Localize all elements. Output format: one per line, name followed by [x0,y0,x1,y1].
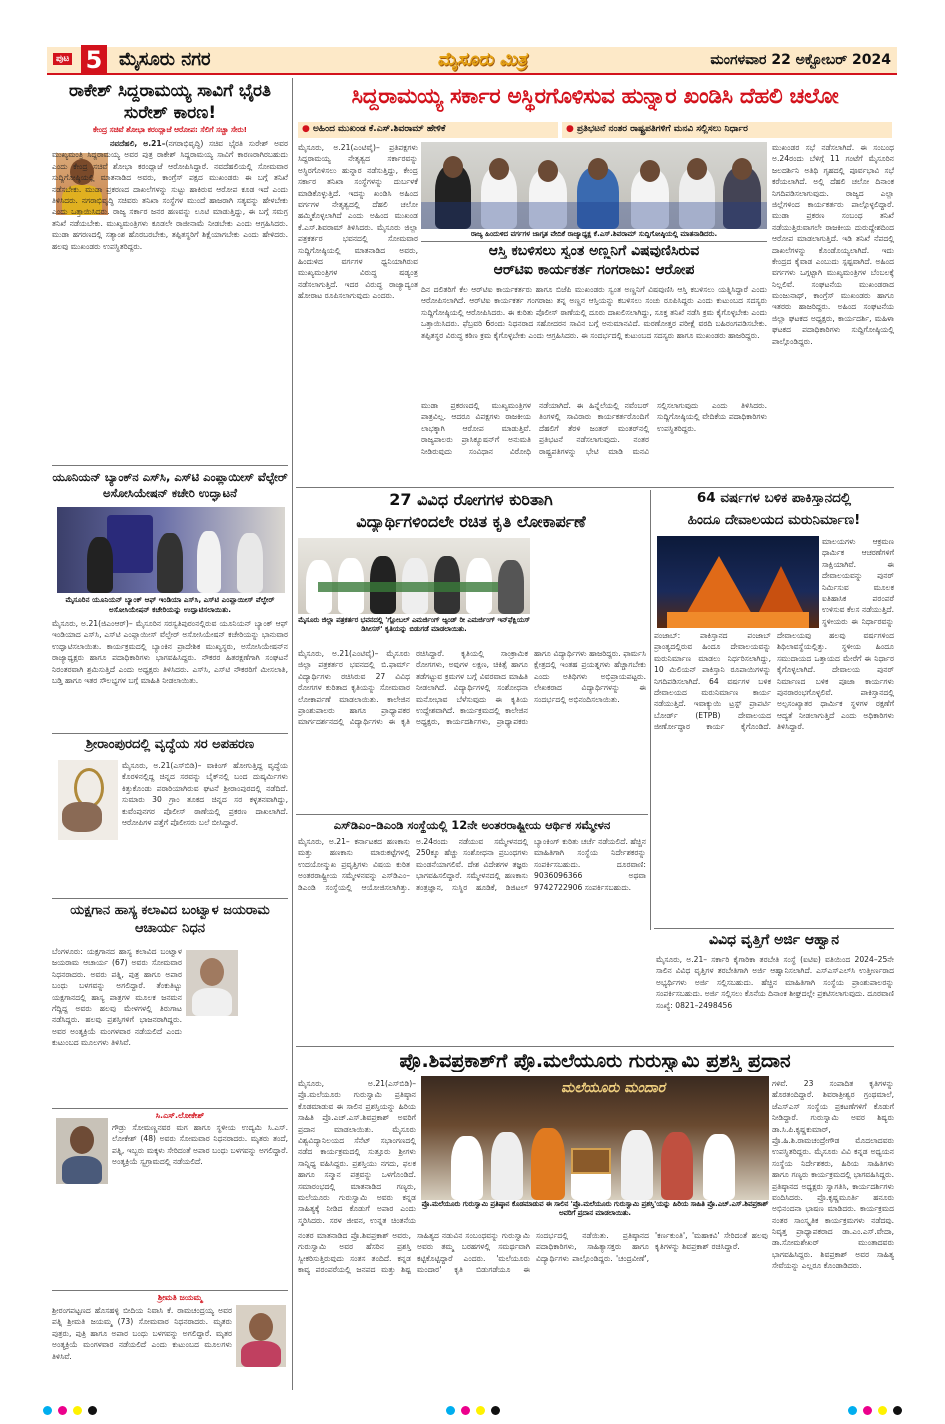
temple-headline-1: 64 ವರ್ಷಗಳ ಬಳಿಕ ಪಾಕಿಸ್ತಾನದಲ್ಲಿ [696,490,852,506]
jayamma-photo [236,1305,286,1367]
registration-marks [40,1400,905,1414]
award-body-right: ಗಳಿವೆ. 23 ಸಂಪಾದಿತ ಕೃತಿಗಳನ್ನು ಹೊರತಂದಿದ್ದಾರೆ. ಶಿವರಾತ್ರೀಶ್ವರ ಗ್ರಂಥಮಾಲೆ, ಜೆಎಸ್‌ಎಸ್ ಸಂಸ್ಥೆಯ ಪ್ರಕಟಣೆಗಳಿಗೆ ಕೊಡುಗೆ ನೀಡಿದ್ದಾರೆ. ಗುರುಸ್ವಾಮಿ ಅವರ ಶಿಷ್ಯರು ಡಾ.ಸಿ.ಪಿ.ಕೃಷ್ಣಕುಮಾರ್, ಪ್ರೊ.ಹಿ.ಶಿ.ರಾಮಚಂದ್ರೇಗೌಡ ಮೊದಲಾದವರು ಉಪಸ್ಥಿತರಿದ್ದರು. ಮೈಸೂರು ವಿವಿ ಕನ್ನಡ ಅಧ್ಯಯನ ಸಂಸ್ಥೆಯ ನಿರ್ದೇಶಕರು, ಹಿರಿಯ ಸಾಹಿತಿಗಳು ಹಾಗೂ ಗಣ್ಯರು ಕಾರ್ಯಕ್ರಮದಲ್ಲಿ ಭಾಗವಹಿಸಿದ್ದರು. ಪ್ರತಿಷ್ಠಾನದ ಅಧ್ಯಕ್ಷರು ಸ್ವಾಗತಿಸಿ, ಕಾರ್ಯದರ್ಶಿಗಳು ವಂದಿಸಿದರು. ಪ್ರೊ.ಕೃಷ್ಣಮೂರ್ತಿ ಹನೂರು ಅಭಿನಂದನಾ ಭಾಷಣ ಮಾಡಿದರು. ಕಾರ್ಯಕ್ರಮದ ನಂತರ ಸಾಂಸ್ಕೃತಿಕ ಕಾರ್ಯಕ್ರಮಗಳು ನಡೆದವು. ನಿವೃತ್ತ ಪ್ರಾಧ್ಯಾಪಕರಾದ ಡಾ.ಎಂ.ಎಸ್.ವೇದಾ, ಡಾ.ಸೋಮಶೇಖರ್ ಮುಂತಾದವರು ಭಾಗವಹಿಸಿದ್ದರು. ಶಿವಪ್ರಕಾಶ್ ಅವರ ಸಾಹಿತ್ಯ ಸೇವೆಯನ್ನು ಎಲ್ಲರೂ ಕೊಂಡಾಡಿದರು. [772,1079,894,1271]
rakesh-body [52,138,288,458]
obit1-headline: ಯಕ್ಷಗಾನ ಹಾಸ್ಯ ಕಲಾವಿದ ಬಂಟ್ವಾಳ ಜಯರಾಮ ಆಚಾರ್ಯ ನಿಧನ [70,903,270,936]
page-header [47,47,897,75]
rakesh-headline: ರಾಕೇಶ್ ಸಿದ್ದರಾಮಯ್ಯ ಸಾವಿಗೆ ಭೈರತಿ ಸುರೇಶ್ ಕಾರಣ! [68,81,271,124]
rti-headline-2: ಆರ್‌ಟಿಐ ಕಾರ್ಯಕರ್ತ ಗಂಗರಾಜು: ಆರೋಪ [493,262,695,278]
award-photo [421,1076,769,1200]
lead-kicker-2-text: ಪ್ರತಿಭಟನೆ ನಂತರ ರಾಷ್ಟ್ರಪತಿಗಳಿಗೆ ಮನವಿ ಸಲ್ಲಿಸಲು ನಿರ್ಧಾರ [577,124,748,134]
obit2-body: ಗೌಡ್ರು ಸೋಮಣ್ಣನವರ ಮಗ ಹಾಗೂ ಸ್ಥಳೀಯ ಉದ್ಯಮಿ ಸಿ.ಎಸ್. ಲೋಕೇಶ್ (48) ಅವರು ಸೋಮವಾರ ನಿಧನರಾದರು. ಮೃತರು ತಂದೆ, ಪತ್ನಿ, ಇಬ್ಬರು ಮಕ್ಕಳು ಸೇರಿದಂತೆ ಅಪಾರ ಬಂಧು ಬಳಗವನ್ನು ಅಗಲಿದ್ದಾರೆ. ಅಂತ್ಯಕ್ರಿಯೆ ಸ್ವಗ್ರಾಮದಲ್ಲಿ ನಡೆಯಲಿದೆ. [112,1123,288,1167]
union-photo [57,507,285,593]
rti-body: ದಿನ ದಲಿತರಿಗೆ ಕೆಲ ಆರ್‌ಟಿಐ ಕಾರ್ಯಕರ್ತರು ಹಾಗೂ ಬಿಜೆಪಿ ಮುಖಂಡರು ಸ್ವಂತ ಅಣ್ಣನಿಗೆ ವಿಷವುಣಿಸಿ ಆಸ್ತಿ ಕಬಳಿಸಲು ಯತ್ನಿಸಿದ್ದಾರೆ ಎಂದು ಆರೋಪಿಸಲಾಗಿದೆ. ಆರ್‌ಟಿಐ ಕಾರ್ಯಕರ್ತ ಗಂಗರಾಜು ತನ್ನ ಅಣ್ಣನ ಆಸ್ತಿಯನ್ನು ಕಬಳಿಸಲು ಸಂಚು ರೂಪಿಸಿದ್ದರು ಎಂದು ಕುಟುಂಬದ ಸದಸ್ಯರು ಸುದ್ದಿಗೋಷ್ಠಿಯಲ್ಲಿ ಆರೋಪಿಸಿದರು. ಈ ಕುರಿತು ಪೊಲೀಸ್ ಠಾಣೆಯಲ್ಲಿ ದೂರು ದಾಖಲಿಸಲಾಗಿದ್ದು, ಸೂಕ್ತ ತನಿಖೆ ನಡೆಸಿ ಕ್ರಮ ಕೈಗೊಳ್ಳಬೇಕು ಎಂದು ಒತ್ತಾಯಿಸಿದರು. ಫೆಬ್ರವರಿ 6ರಂದು ನಿಧನರಾದ ಸಹೋದರನ ಸಾವಿನ ಬಗ್ಗೆ ಅನುಮಾನವಿದೆ. ಮರಣೋತ್ತರ ಪರೀಕ್ಷೆ ವರದಿ ಬಹಿರಂಗಪಡಿಸಬೇಕು. ತಪ್ಪಿತಸ್ಥರ ವಿರುದ್ಧ ಕಠಿಣ ಕ್ರಮ ಕೈಗೊಳ್ಳಬೇಕು ಎಂದು ಆಗ್ರಹಿಸಿದರು. ಈ ಸಂದರ್ಭದಲ್ಲಿ ಕುಟುಂಬದ ಸದಸ್ಯರು ಹಾಗೂ ಮುಖಂಡರು ಹಾಜರಿದ್ದರು. [421,285,767,340]
book-caption: ಮೈಸೂರು ಜಿಲ್ಲಾ ಪತ್ರಕರ್ತರ ಭವನದಲ್ಲಿ 'ಗ್ಲೋಬಲ್ ಎಮರ್ಜಿಂಗ್ ಆ್ಯಂಡ್ ರೀ ಎಮರ್ಜಿಂಗ್ ಇನ್‌ಫೆಕ್ಷಿಯಸ್ ಡಿಸೀಸಸ್' ಕೃತಿಯನ್ನು ಬಿಡುಗಡೆ ಮಾಡಲಾಯಿತು. [298,616,530,634]
lead-kicker-1-text: ಅಹಿಂದ ಮುಖಂಡ ಕೆ.ಎಸ್.ಶಿವರಾಮ್ ಹೇಳಿಕೆ [313,124,446,134]
press-meet-photo [421,142,767,229]
conference-body: ಮೈಸೂರು, ಅ.21– ಕರ್ನಾಟಕದ ಹಣಕಾಸು ಮತ್ತು ಹಣಕಾಸು ಮಾರುಕಟ್ಟೆಗಳಲ್ಲಿ ಉದಯೋನ್ಮುಖ ಪ್ರವೃತ್ತಿಗಳು ವಿಷಯ ಕುರಿತ ಅಂತರರಾಷ್ಟ್ರೀಯ ಸಮ್ಮೇಳನವನ್ನು ಎಸ್‌ಡಿಎಂ–ಡಿಎಂಡಿ ಸಂಸ್ಥೆಯಲ್ಲಿ ಆಯೋಜಿಸಲಾಗಿತ್ತು. ಅ.24ರಂದು ನಡೆಯುವ ಸಮ್ಮೇಳನದಲ್ಲಿ 250ಕ್ಕೂ ಹೆಚ್ಚು ಸಂಶೋಧನಾ ಪ್ರಬಂಧಗಳು ಮಂಡನೆಯಾಗಲಿವೆ. ದೇಶ ವಿದೇಶಗಳ ತಜ್ಞರು ಭಾಗವಹಿಸಲಿದ್ದಾರೆ. ಸಮ್ಮೇಳನದಲ್ಲಿ ಹಣಕಾಸು ತಂತ್ರಜ್ಞಾನ, ಸುಸ್ಥಿರ ಹೂಡಿಕೆ, ಡಿಜಿಟಲ್ ಬ್ಯಾಂಕಿಂಗ್ ಕುರಿತು ಚರ್ಚೆ ನಡೆಯಲಿದೆ. ಹೆಚ್ಚಿನ ಮಾಹಿತಿಗಾಗಿ ಸಂಸ್ಥೆಯ ನಿರ್ದೇಶಕರನ್ನು ಸಂಪರ್ಕಿಸಬಹುದು. ದೂರವಾಣಿ: 9036096366 ಅಥವಾ 9742722906 ಸಂಪರ್ಕಿಸಬಹುದು. [298,837,646,892]
obit3-body: ಶ್ರೀರಂಗಪಟ್ಟಣದ ಹೊಸಹಳ್ಳಿ ಬೀದಿಯ ನಿವಾಸಿ ಕೆ. ರಾಮಚಂದ್ರಯ್ಯ ಅವರ ಪತ್ನಿ ಶ್ರೀಮತಿ ಜಯಮ್ಮ (73) ಸೋಮವಾರ ನಿಧನರಾದರು. ಮೃತರು ಪುತ್ರರು, ಪುತ್ರಿ ಹಾಗೂ ಅಪಾರ ಬಂಧು ಬಳಗವನ್ನು ಅಗಲಿದ್ದಾರೆ. ಮೃತರ ಅಂತ್ಯಕ್ರಿಯೆ ಮಂಗಳವಾರ ನಡೆಯಲಿದೆ ಎಂದು ಕುಟುಂಬದ ಮೂಲಗಳು ತಿಳಿಸಿವೆ. [52,1306,232,1361]
jobs-body: ಮೈಸೂರು, ಅ.21– ಸರ್ಕಾರಿ ಕೈಗಾರಿಕಾ ತರಬೇತಿ ಸಂಸ್ಥೆ (ಐಟಿಐ) ವತಿಯಿಂದ 2024–25ನೇ ಸಾಲಿನ ವಿವಿಧ ವೃತ್ತಿಗಳ ತರಬೇತಿಗಾಗಿ ಅರ್ಜಿ ಆಹ್ವಾನಿಸಲಾಗಿದೆ. ಎಸ್‌ಎಸ್‌ಎಲ್‌ಸಿ ಉತ್ತೀರ್ಣರಾದ ಅಭ್ಯರ್ಥಿಗಳು ಅರ್ಜಿ ಸಲ್ಲಿಸಬಹುದು. ಹೆಚ್ಚಿನ ಮಾಹಿತಿಗಾಗಿ ಸಂಸ್ಥೆಯ ಪ್ರಾಂಶುಪಾಲರನ್ನು ಸಂಪರ್ಕಿಸಬಹುದು. ಅರ್ಜಿ ಸಲ್ಲಿಸಲು ಕೊನೆಯ ದಿನಾಂಕ ಶೀಘ್ರದಲ್ಲೇ ಪ್ರಕಟಿಸಲಾಗುವುದು. ದೂರವಾಣಿ ಸಂಖ್ಯೆ: 0821–2498456 [656,955,894,1010]
masthead: ಮೈಸೂರು ಮಿತ್ರ [437,49,527,70]
union-headline: ಯೂನಿಯನ್ ಬ್ಯಾಂಕ್‌ನ ಎಸ್‌ಸಿ, ಎಸ್‌ಟಿ ಎಂಪ್ಲಾಯೀಸ್ ವೆಲ್ಫೇರ್ ಅಸೋಸಿಯೇಷನ್ ಕಚೇರಿ ಉದ್ಘಾಟನೆ [52,470,288,500]
rti-headline-1: ಆಸ್ತಿ ಕಬಳಿಸಲು ಸ್ವಂತ ಅಣ್ಣನಿಗೆ ವಿಷವುಣಿಸಿರುವ [488,243,700,259]
obit1-body: ಬೆಂಗಳೂರು: ಯಕ್ಷಗಾನದ ಹಾಸ್ಯ ಕಲಾವಿದ ಬಂಟ್ವಾಳ ಜಯರಾಮ ಆಚಾರ್ಯ (67) ಅವರು ಸೋಮವಾರ ನಿಧನರಾದರು. ಅವರು ಪತ್ನಿ, ಪುತ್ರ ಹಾಗೂ ಅಪಾರ ಬಂಧು ಬಳಗವನ್ನು ಅಗಲಿದ್ದಾರೆ. ತೆಂಕುತಿಟ್ಟು ಯಕ್ಷಗಾನದಲ್ಲಿ ಹಾಸ್ಯ ಪಾತ್ರಗಳ ಮೂಲಕ ಜನಮನ ಗೆದ್ದಿದ್ದ ಅವರು ಹಲವು ಮೇಳಗಳಲ್ಲಿ ತಿರುಗಾಟ ನಡೆಸಿದ್ದರು. ಹಲವು ಪ್ರಶಸ್ತಿಗಳಿಗೆ ಭಾಜನರಾಗಿದ್ದರು. ಅವರ ಅಂತ್ಯಕ್ರಿಯೆ ಮಂಗಳವಾರ ನಡೆಯಲಿದೆ ಎಂದು ಕುಟುಂಬದ ಮೂಲಗಳು ತಿಳಿಸಿವೆ. [52,947,182,1048]
book-headline-2: ವಿದ್ಯಾರ್ಥಿಗಳಿಂದಲೇ ರಚಿತ ಕೃತಿ ಲೋಕಾರ್ಪಣೆ [356,512,586,531]
temple-headline-2: ಹಿಂದೂ ದೇವಾಲಯದ ಮರುನಿರ್ಮಾಣ! [687,512,861,528]
award-headline: ಪ್ರೊ.ಶಿವಪ್ರಕಾಶ್‌ಗೆ ಪ್ರೊ.ಮಲೆಯೂರು ಗುರುಸ್ವಾಮಿ ಪ್ರಶಸ್ತಿ ಪ್ರದಾನ [399,1050,791,1072]
book-release-photo [298,538,530,614]
rakesh-text: (ನಗರಾಭಿವೃದ್ಧಿ) ಸಚಿವ ಭೈರತಿ ಸುರೇಶ್ ಅವರ ಮುಖ್ಯಮಂತ್ರಿ ಸಿದ್ದರಾಮಯ್ಯ ಅವರ ಪುತ್ರ ರಾಕೇಶ್ ಸಿದ್ದರಾಮಯ್ಯ ಸಾವಿಗೆ ಕಾರಣರಾಗಿರಬಹುದು ಎಂದು ಕೇಂದ್ರ ಸಚಿವೆ ಶೋಭಾ ಕರಂದ್ಲಾಜೆ ಆರೋಪಿಸಿದ್ದಾರೆ. ನವದೆಹಲಿಯಲ್ಲಿ ಸೋಮವಾರ ಸುದ್ದಿಗೋಷ್ಠಿಯಲ್ಲಿ ಮಾತನಾಡಿದ ಅವರು, ಕಾಂಗ್ರೆಸ್ ಪಕ್ಷದ ಮುಖಂಡರು ಈ ಬಗ್ಗೆ ತನಿಖೆ ನಡೆಸಬೇಕು. ಮುಡಾ ಪ್ರಕರಣದ ದಾಖಲೆಗಳನ್ನು ಸುಟ್ಟು ಹಾಕಿರುವ ಆರೋಪ ಕೂಡ ಇದೆ ಎಂದು ತಿಳಿಸಿದರು. ನಗರಾಭಿವೃದ್ಧಿ ಸಚಿವರು ತನಿಖಾ ಸಂಸ್ಥೆಗಳ ಮುಂದೆ ಹಾಜರಾಗಿ ಸತ್ಯವನ್ನು ಹೇಳಬೇಕು ಎಂದು ಒತ್ತಾಯಿಸಿದರು. ರಾಜ್ಯ ಸರ್ಕಾರ ಜನರ ಹಣವನ್ನು ಲೂಟಿ ಮಾಡುತ್ತಿದ್ದು, ಈ ಬಗ್ಗೆ ಸಮಗ್ರ ತನಿಖೆ ನಡೆಯಬೇಕು. ಮುಖ್ಯಮಂತ್ರಿಗಳು ಕೂಡಲೇ ರಾಜೀನಾಮೆ ನೀಡಬೇಕು ಎಂದು ಆಗ್ರಹಿಸಿದರು. ಮುಡಾ ಹಗರಣದಲ್ಲಿ ಸತ್ಯಾಂಶ ಹೊರಬರಬೇಕು, ತಪ್ಪಿತಸ್ಥರಿಗೆ ಶಿಕ್ಷೆಯಾಗಬೇಕು ಎಂದು ಹೇಳಿದರು. ಹಲವು ಮುಖಂಡರು ಉಪಸ್ಥಿತರಿದ್ದರು. [52,139,288,251]
book-headline-1: 27 ವಿವಿಧ ರೋಗಗಳ ಕುರಿತಾಗಿ [389,490,553,509]
press-meet-caption: ರಾಜ್ಯ ಹಿಂದುಳಿದ ವರ್ಗಗಳ ಜಾಗೃತ ವೇದಿಕೆ ರಾಜ್ಯಾಧ್ಯಕ್ಷ ಕೆ.ಎಸ್.ಶಿವರಾಮ್ ಸುದ್ದಿಗೋಷ್ಠಿಯಲ್ಲಿ ಮಾತನಾಡಿದರು. [470,230,718,238]
issue-date: ಮಂಗಳವಾರ 22 ಅಕ್ಟೋಬರ್ 2024 [710,52,891,68]
temple-body: ಪಂಜಾಬ್: ಪಾಕಿಸ್ತಾನದ ಪಂಜಾಬ್ ಪ್ರಾಂತ್ಯದಲ್ಲಿರುವ ಹಿಂದೂ ದೇವಾಲಯವನ್ನು ಮರುನಿರ್ಮಾಣ ಮಾಡಲು ನಿರ್ಧರಿಸಲಾಗಿದ್ದು, 10 ಮಿಲಿಯನ್ ಪಾಕಿಸ್ತಾನಿ ರೂಪಾಯಿಗಳನ್ನು ನಿಗದಿಪಡಿಸಲಾಗಿದೆ. 64 ವರ್ಷಗಳ ಬಳಿಕ ದೇವಾಲಯದ ಮರುನಿರ್ಮಾಣ ಕಾರ್ಯ ನಡೆಯುತ್ತಿದೆ. ಇವಾಕ್ಯುಯಿ ಟ್ರಸ್ಟ್ ಪ್ರಾಪರ್ಟಿ ಬೋರ್ಡ್ (ETPB) ದೇವಾಲಯದ ಜೀರ್ಣೋದ್ಧಾರ ಕಾರ್ಯ ಕೈಗೊಂಡಿದೆ. ದೇವಾಲಯವು ಹಲವು ವರ್ಷಗಳಿಂದ ಶಿಥಿಲಾವಸ್ಥೆಯಲ್ಲಿತ್ತು. ಸ್ಥಳೀಯ ಹಿಂದೂ ಸಮುದಾಯದ ಒತ್ತಾಯದ ಮೇರೆಗೆ ಈ ನಿರ್ಧಾರ ಕೈಗೊಳ್ಳಲಾಗಿದೆ. ದೇವಾಲಯ ಪುನರ್ ನಿರ್ಮಾಣದ ಬಳಿಕ ಪೂಜಾ ಕಾರ್ಯಗಳು ಪುನರಾರಂಭಗೊಳ್ಳಲಿವೆ. ಪಾಕಿಸ್ತಾನದಲ್ಲಿ ಅಲ್ಪಸಂಖ್ಯಾತರ ಧಾರ್ಮಿಕ ಸ್ಥಳಗಳ ರಕ್ಷಣೆಗೆ ಆದ್ಯತೆ ನೀಡಲಾಗುತ್ತಿದೆ ಎಂದು ಅಧಿಕಾರಿಗಳು ತಿಳಿಸಿದ್ದಾರೆ. [654,631,894,732]
page-label: ಪುಟ [53,53,72,65]
section-name: ಮೈಸೂರು ನಗರ [119,49,211,70]
award-body-left: ಮೈಸೂರು, ಅ.21(ಎಸ್‌ಬಿಡಿ)– ಪ್ರೊ.ಮಲೆಯೂರು ಗುರುಸ್ವಾಮಿ ಪ್ರತಿಷ್ಠಾನ ಕೊಡಮಾಡುವ ಈ ಸಾಲಿನ ಪ್ರಶಸ್ತಿಯನ್ನು ಹಿರಿಯ ಸಾಹಿತಿ ಪ್ರೊ.ಎಚ್.ಎಸ್.ಶಿವಪ್ರಕಾಶ್ ಅವರಿಗೆ ಪ್ರದಾನ ಮಾಡಲಾಯಿತು. ಮೈಸೂರು ವಿಶ್ವವಿದ್ಯಾನಿಲಯದ ಸೆನೆಟ್ ಸಭಾಂಗಣದಲ್ಲಿ ನಡೆದ ಕಾರ್ಯಕ್ರಮದಲ್ಲಿ ಸುತ್ತೂರು ಶ್ರೀಗಳು ಸಾನ್ನಿಧ್ಯ ವಹಿಸಿದ್ದರು. ಪ್ರಶಸ್ತಿಯು ನಗದು, ಫಲಕ ಹಾಗೂ ಸನ್ಮಾನ ಪತ್ರವನ್ನು ಒಳಗೊಂಡಿದೆ. ಸಮಾರಂಭದಲ್ಲಿ ಮಾತನಾಡಿದ ಗಣ್ಯರು, ಮಲೆಯೂರು ಗುರುಸ್ವಾಮಿ ಅವರು ಕನ್ನಡ ಸಾಹಿತ್ಯಕ್ಕೆ ನೀಡಿದ ಕೊಡುಗೆ ಅಪಾರ ಎಂದು ಸ್ಮರಿಸಿದರು. ಸರಳ ಜೀವನ, ಉನ್ನತ ಚಿಂತನೆಯ [298,1079,416,1225]
union-body: ಮೈಸೂರು, ಅ.21(ಜಿಎಂಆರ್)– ಮೈಸೂರಿನ ಸರಸ್ವತಿಪುರಂನಲ್ಲಿರುವ ಯೂನಿಯನ್ ಬ್ಯಾಂಕ್ ಆಫ್ ಇಂಡಿಯಾದ ಎಸ್‌ಸಿ, ಎಸ್‌ಟಿ ಎಂಪ್ಲಾಯೀಸ್ ವೆಲ್ಫೇರ್ ಅಸೋಸಿಯೇಷನ್ ಕಚೇರಿಯನ್ನು ಭಾನುವಾರ ಉದ್ಘಾಟಿಸಲಾಯಿತು. ಕಾರ್ಯಕ್ರಮದಲ್ಲಿ ಬ್ಯಾಂಕಿನ ಪ್ರಾದೇಶಿಕ ಮುಖ್ಯಸ್ಥರು, ಅಸೋಸಿಯೇಷನ್‌ನ ರಾಜ್ಯಾಧ್ಯಕ್ಷರು ಹಾಗೂ ಪದಾಧಿಕಾರಿಗಳು ಭಾಗವಹಿಸಿದ್ದರು. ನೌಕರರ ಹಿತರಕ್ಷಣೆಗಾಗಿ ಸಂಘಟನೆ ನಿರಂತರವಾಗಿ ಶ್ರಮಿಸುತ್ತಿದೆ ಎಂದು ಅಧ್ಯಕ್ಷರು ತಿಳಿಸಿದರು. ಎಸ್‌ಸಿ, ಎಸ್‌ಟಿ ನೌಕರರಿಗೆ ಮೀಸಲಾತಿ, ಬಡ್ತಿ ಹಾಗೂ ಇತರ ಸೌಲಭ್ಯಗಳ ಬಗ್ಗೆ ಮಾಹಿತಿ ನೀಡಲಾಯಿತು. [52,619,288,685]
jayarama-photo [186,950,238,1016]
book-body-right [534,538,646,646]
obit3-name: ಶ್ರೀಮತಿ ಜಯಮ್ಮ [157,1293,203,1302]
jobs-headline: ವಿವಿಧ ವೃತ್ತಿಗೆ ಅರ್ಜಿ ಆಹ್ವಾನ [708,932,840,948]
lead-kicker-1: ● ಅಹಿಂದ ಮುಖಂಡ ಕೆ.ಎಸ್.ಶಿವರಾಮ್ ಹೇಳಿಕೆ [298,122,558,138]
lead-body-col-2: ಮುಡಾ ಪ್ರಕರಣದಲ್ಲಿ ಮುಖ್ಯಮಂತ್ರಿಗಳ ಪಾತ್ರವಿಲ್ಲ. ಆದರೂ ವಿಪಕ್ಷಗಳು ರಾಜಕೀಯ ಲಾಭಕ್ಕಾಗಿ ಆರೋಪ ಮಾಡುತ್ತಿವೆ. ರಾಜ್ಯಪಾಲರು ಪ್ರಾಸಿಕ್ಯೂಷನ್‌ಗೆ ಅನುಮತಿ ನೀಡಿರುವುದು ಸಂವಿಧಾನ ವಿರೋಧಿ ನಡೆಯಾಗಿದೆ. ಈ ಹಿನ್ನೆಲೆಯಲ್ಲಿ ನವೆಂಬರ್ ತಿಂಗಳಲ್ಲಿ ಸಾವಿರಾರು ಕಾರ್ಯಕರ್ತರೊಂದಿಗೆ ದೆಹಲಿಗೆ ತೆರಳಿ ಜಂತರ್ ಮಂತರ್‌ನಲ್ಲಿ ಪ್ರತಿಭಟನೆ ನಡೆಸಲಾಗುವುದು. ನಂತರ ರಾಷ್ಟ್ರಪತಿಗಳನ್ನು ಭೇಟಿ ಮಾಡಿ ಮನವಿ ಸಲ್ಲಿಸಲಾಗುವುದು ಎಂದು ತಿಳಿಸಿದರು. ಸುದ್ದಿಗೋಷ್ಠಿಯಲ್ಲಿ ವೇದಿಕೆಯ ಪದಾಧಿಕಾರಿಗಳು ಉಪಸ್ಥಿತರಿದ್ದರು. [421,401,767,456]
obit2-name: ಸಿ.ಎಸ್.ಲೋಕೇಶ್ [155,1111,205,1120]
award-banner: ಮಲೆಯೂರು ಮಂದಾರ [561,1080,666,1096]
lead-body-col-right: ಮುಖಂಡರ ಸಭೆ ನಡೆಸಲಾಗಿದೆ. ಈ ಸಂಬಂಧ ಅ.24ರಂದು ಬೆಳಿಗ್ಗೆ 11 ಗಂಟೆಗೆ ಮೈಸೂರಿನ ಜಲದರ್ಶಿನಿ ಅತಿಥಿ ಗೃಹದಲ್ಲಿ ಪೂರ್ವಭಾವಿ ಸಭೆ ಕರೆಯಲಾಗಿದೆ. ಅಲ್ಲಿ ದೆಹಲಿ ಚಲೋ ದಿನಾಂಕ ನಿಗದಿಪಡಿಸಲಾಗುವುದು. ರಾಜ್ಯದ ಎಲ್ಲಾ ಜಿಲ್ಲೆಗಳಿಂದ ಕಾರ್ಯಕರ್ತರು ಪಾಲ್ಗೊಳ್ಳಲಿದ್ದಾರೆ. ಮುಡಾ ಪ್ರಕರಣ ಸಂಬಂಧ ತನಿಖೆ ನಡೆಯುತ್ತಿರುವಾಗಲೇ ರಾಜಕೀಯ ದುರುದ್ದೇಶದಿಂದ ಆರೋಪ ಮಾಡಲಾಗುತ್ತಿದೆ. ಇಡಿ ತನಿಖೆ ನೆಪದಲ್ಲಿ ದಾಖಲೆಗಳನ್ನು ಕೊಂಡೊಯ್ಯಲಾಗಿದೆ. ಇದು ಕೇಂದ್ರದ ಕೈವಾಡ ಎಂಬುದು ಸ್ಪಷ್ಟವಾಗಿದೆ. ಅಹಿಂದ ವರ್ಗಗಳು ಒಗ್ಗಟ್ಟಾಗಿ ಮುಖ್ಯಮಂತ್ರಿಗಳ ಬೆಂಬಲಕ್ಕೆ ನಿಲ್ಲಲಿವೆ. ಸಂಘಟನೆಯ ಮುಖಂಡರಾದ ಮಂಜುನಾಥ್, ಕಾಂಗ್ರೆಸ್ ಮುಖಂಡರು ಹಾಗೂ ಇತರರು ಹಾಜರಿದ್ದರು. ಅಹಿಂದ ಸಂಘಟನೆಯ ಜಿಲ್ಲಾ ಘಟಕದ ಅಧ್ಯಕ್ಷರು, ಕಾರ್ಯದರ್ಶಿ, ಮಹಿಳಾ ಘಟಕದ ಪದಾಧಿಕಾರಿಗಳು ಸುದ್ದಿಗೋಷ್ಠಿಯಲ್ಲಿ ಪಾಲ್ಗೊಂಡಿದ್ದರು. [772,143,894,346]
union-caption: ಮೈಸೂರಿನ ಯೂನಿಯನ್ ಬ್ಯಾಂಕ್ ಆಫ್ ಇಂಡಿಯಾ ಎಸ್‌ಸಿ, ಎಸ್‌ಟಿ ಎಂಪ್ಲಾಯೀಸ್ ವೆಲ್ಫೇರ್ ಅಸೋಸಿಯೇಷನ್ ಕಚೇರಿಯನ್ನು ಉದ್ಘಾಟಿಸಲಾಯಿತು. [65,595,275,614]
conference-headline: ಎಸ್‌ಡಿಎಂ–ಡಿಎಂಡಿ ಸಂಸ್ಥೆಯಲ್ಲಿ 12ನೇ ಅಂತರರಾಷ್ಟ್ರೀಯ ಆರ್ಥಿಕ ಸಮ್ಮೇಳನ [333,818,611,832]
temple-body-right: ಮಾಲಯಗಳು ಆಕ್ರಮಣ ಧಾರ್ಮಿಕ ಆಚರಣೆಗಳಿಗೆ ಸಾಕ್ಷಿಯಾಗಿವೆ. ಈ ದೇವಾಲಯವನ್ನು ಪುನರ್ ನಿರ್ಮಿಸುವ ಮೂಲಕ ಐತಿಹಾಸಿಕ ಪರಂಪರೆ ಉಳಿಸುವ ಕೆಲಸ ನಡೆಯುತ್ತಿದೆ. ಸ್ಥಳೀಯರು ಈ ನಿರ್ಧಾರವನ್ನು [822,537,894,626]
rakesh-subhead: ಕೇಂದ್ರ ಸಚಿವೆ ಶೋಭಾ ಕರಂದ್ಲಾಜೆ ಆರೋಪ: ಸೆಲಿಗೆ ಸಚ್ಚಾ ಸೇರು! [92,125,248,134]
lead-body-col-1: ಮೈಸೂರು, ಅ.21(ಎಂಟಿವೈ)– ಪ್ರತಿಪಕ್ಷಗಳು ಸಿದ್ದರಾಮಯ್ಯ ನೇತೃತ್ವದ ಸರ್ಕಾರವನ್ನು ಅಸ್ಥಿರಗೊಳಿಸಲು ಹುನ್ನಾರ ನಡೆಸುತ್ತಿದ್ದು, ಕೇಂದ್ರ ಸರ್ಕಾರ ತನಿಖಾ ಸಂಸ್ಥೆಗಳನ್ನು ದುರ್ಬಳಕೆ ಮಾಡಿಕೊಳ್ಳುತ್ತಿದೆ. ಇದನ್ನು ಖಂಡಿಸಿ ಅಹಿಂದ ವರ್ಗಗಳ ನೇತೃತ್ವದಲ್ಲಿ ದೆಹಲಿ ಚಲೋ ಹಮ್ಮಿಕೊಳ್ಳಲಾಗಿದೆ ಎಂದು ಅಹಿಂದ ಮುಖಂಡ ಕೆ.ಎಸ್.ಶಿವರಾಮ್ ತಿಳಿಸಿದರು. ಮೈಸೂರು ಜಿಲ್ಲಾ ಪತ್ರಕರ್ತರ ಭವನದಲ್ಲಿ ಸೋಮವಾರ ಸುದ್ದಿಗೋಷ್ಠಿಯಲ್ಲಿ ಮಾತನಾಡಿದ ಅವರು, ಹಿಂದುಳಿದ ವರ್ಗಗಳ ಧ್ವನಿಯಾಗಿರುವ ಮುಖ್ಯಮಂತ್ರಿಗಳ ವಿರುದ್ಧ ಷಡ್ಯಂತ್ರ ನಡೆಸಲಾಗುತ್ತಿದೆ. ಇದರ ವಿರುದ್ಧ ರಾಜ್ಯಾದ್ಯಂತ ಹೋರಾಟ ರೂಪಿಸಲಾಗುವುದು ಎಂದರು. [298,143,418,301]
chain-body: ಮೈಸೂರು, ಅ.21(ಎಸ್‌ಬಿಡಿ)– ವಾಕಿಂಗ್ ಹೋಗುತ್ತಿದ್ದ ವೃದ್ಧೆಯ ಕೊರಳಿನಲ್ಲಿದ್ದ ಚಿನ್ನದ ಸರವನ್ನು ಬೈಕ್‌ನಲ್ಲಿ ಬಂದ ದುಷ್ಕರ್ಮಿಗಳು ಕಿತ್ತುಕೊಂಡು ಪರಾರಿಯಾಗಿರುವ ಘಟನೆ ಶ್ರೀರಾಂಪುರದಲ್ಲಿ ನಡೆದಿದೆ. ಸುಮಾರು 30 ಗ್ರಾಂ ತೂಕದ ಚಿನ್ನದ ಸರ ಕಳ್ಳತನವಾಗಿದ್ದು, ಕುವೆಂಪುನಗರ ಪೊಲೀಸ್ ಠಾಣೆಯಲ್ಲಿ ಪ್ರಕರಣ ದಾಖಲಾಗಿದೆ. ಆರೋಪಿಗಳ ಪತ್ತೆಗೆ ಪೊಲೀಸರು ಬಲೆ ಬೀಸಿದ್ದಾರೆ. [122,761,288,827]
temple-photo [657,536,819,628]
rakesh-dateline: ನವದೆಹಲಿ, ಅ.21– [110,139,166,148]
page-number: 5 [81,45,107,75]
lokesh-photo [56,1118,108,1184]
award-body-mid: ನಂತರ ಮಾತನಾಡಿದ ಪ್ರೊ.ಶಿವಪ್ರಕಾಶ್ ಅವರು, ಗುರುಸ್ವಾಮಿ ಅವರ ಹೆಸರಿನ ಪ್ರಶಸ್ತಿ ಸ್ವೀಕರಿಸುತ್ತಿರುವುದು ಸಂತಸ ತಂದಿದೆ. ಕನ್ನಡ ಕಾವ್ಯ ಪರಂಪರೆಯಲ್ಲಿ ಜನಪದ ಮತ್ತು ಶಿಷ್ಟ ಸಾಹಿತ್ಯದ ನಡುವಿನ ಸಂಬಂಧವನ್ನು ಗುರುಸ್ವಾಮಿ ಅವರು ತಮ್ಮ ಬರಹಗಳಲ್ಲಿ ಸಮರ್ಥವಾಗಿ ಕಟ್ಟಿಕೊಟ್ಟಿದ್ದಾರೆ ಎಂದರು. 'ಮಲೆಯೂರು ಮಂದಾರ' ಕೃತಿ ಬಿಡುಗಡೆಯೂ ಈ ಸಂದರ್ಭದಲ್ಲಿ ನಡೆಯಿತು. ಪ್ರತಿಷ್ಠಾನದ ಪದಾಧಿಕಾರಿಗಳು, ಸಾಹಿತ್ಯಾಸಕ್ತರು ಹಾಗೂ ವಿದ್ಯಾರ್ಥಿಗಳು ಪಾಲ್ಗೊಂಡಿದ್ದರು. 'ಚಂದ್ರವೀಣೆ', 'ಕರ್ಣಕುಂತಿ', 'ಮಹಾಕವಿ' ಸೇರಿದಂತೆ ಹಲವು ಕೃತಿಗಳನ್ನು ಶಿವಪ್ರಕಾಶ್ ರಚಿಸಿದ್ದಾರೆ. [298,1231,768,1275]
book-body: ಮೈಸೂರು, ಅ.21(ಎಂಟಿವೈ)– ಮೈಸೂರು ಜಿಲ್ಲಾ ಪತ್ರಕರ್ತರ ಭವನದಲ್ಲಿ ಬಿ.ಫಾರ್ಮ್ ವಿದ್ಯಾರ್ಥಿಗಳು ರಚಿಸಿರುವ 27 ವಿವಿಧ ರೋಗಗಳ ಕುರಿತಾದ ಕೃತಿಯನ್ನು ಸೋಮವಾರ ಲೋಕಾರ್ಪಣೆ ಮಾಡಲಾಯಿತು. ಕಾಲೇಜಿನ ಪ್ರಾಂಶುಪಾಲರು ಹಾಗೂ ಪ್ರಾಧ್ಯಾಪಕರ ಮಾರ್ಗದರ್ಶನದಲ್ಲಿ ವಿದ್ಯಾರ್ಥಿಗಳು ಈ ಕೃತಿ ರಚಿಸಿದ್ದಾರೆ. ಕೃತಿಯಲ್ಲಿ ಸಾಂಕ್ರಾಮಿಕ ರೋಗಗಳು, ಅವುಗಳ ಲಕ್ಷಣ, ಚಿಕಿತ್ಸೆ ಹಾಗೂ ತಡೆಗಟ್ಟುವ ಕ್ರಮಗಳ ಬಗ್ಗೆ ವಿವರವಾದ ಮಾಹಿತಿ ನೀಡಲಾಗಿದೆ. ವಿದ್ಯಾರ್ಥಿಗಳಲ್ಲಿ ಸಂಶೋಧನಾ ಮನೋಭಾವ ಬೆಳೆಸುವುದು ಈ ಕೃತಿಯ ಉದ್ದೇಶವಾಗಿದೆ. ಕಾರ್ಯಕ್ರಮದಲ್ಲಿ ಕಾಲೇಜಿನ ಅಧ್ಯಕ್ಷರು, ಕಾರ್ಯದರ್ಶಿಗಳು, ಪ್ರಾಧ್ಯಾಪಕರು ಹಾಗೂ ವಿದ್ಯಾರ್ಥಿಗಳು ಹಾಜರಿದ್ದರು. ಫಾರ್ಮಸಿ ಕ್ಷೇತ್ರದಲ್ಲಿ ಇಂತಹ ಪ್ರಯತ್ನಗಳು ಹೆಚ್ಚಾಗಬೇಕು ಎಂದು ಅತಿಥಿಗಳು ಅಭಿಪ್ರಾಯಪಟ್ಟರು. ಲೇಖಕರಾದ ವಿದ್ಯಾರ್ಥಿಗಳನ್ನು ಈ ಸಂದರ್ಭದಲ್ಲಿ ಅಭಿನಂದಿಸಲಾಯಿತು. [298,649,646,727]
chain-headline: ಶ್ರೀರಾಂಪುರದಲ್ಲಿ ವೃದ್ಧೆಯ ಸರ ಅಪಹರಣ [85,737,255,752]
award-caption: ಪ್ರೊ.ಮಲೆಯೂರು ಗುರುಸ್ವಾಮಿ ಪ್ರತಿಷ್ಠಾನ ಕೊಡಮಾಡುವ ಈ ಸಾಲಿನ 'ಪ್ರೊ.ಮಲೆಯೂರು ಗುರುಸ್ವಾಮಿ ಪ್ರಶಸ್ತಿ'ಯನ್ನು ಹಿರಿಯ ಸಾಹಿತಿ ಪ್ರೊ.ಎಚ್.ಎಸ್.ಶಿವಪ್ರಕಾಶ್ ಅವರಿಗೆ ಪ್ರದಾನ ಮಾಡಲಾಯಿತು. [421,1200,769,1218]
lead-kicker-2: ● ಪ್ರತಿಭಟನೆ ನಂತರ ರಾಷ್ಟ್ರಪತಿಗಳಿಗೆ ಮನವಿ ಸಲ್ಲಿಸಲು ನಿರ್ಧಾರ [562,122,892,138]
lead-headline: ಸಿದ್ದರಾಮಯ್ಯ ಸರ್ಕಾರ ಅಸ್ಥಿರಗೊಳಿಸುವ ಹುನ್ನಾರ ಖಂಡಿಸಿ ದೆಹಲಿ ಚಲೋ [351,84,839,109]
chain-photo [58,760,118,840]
